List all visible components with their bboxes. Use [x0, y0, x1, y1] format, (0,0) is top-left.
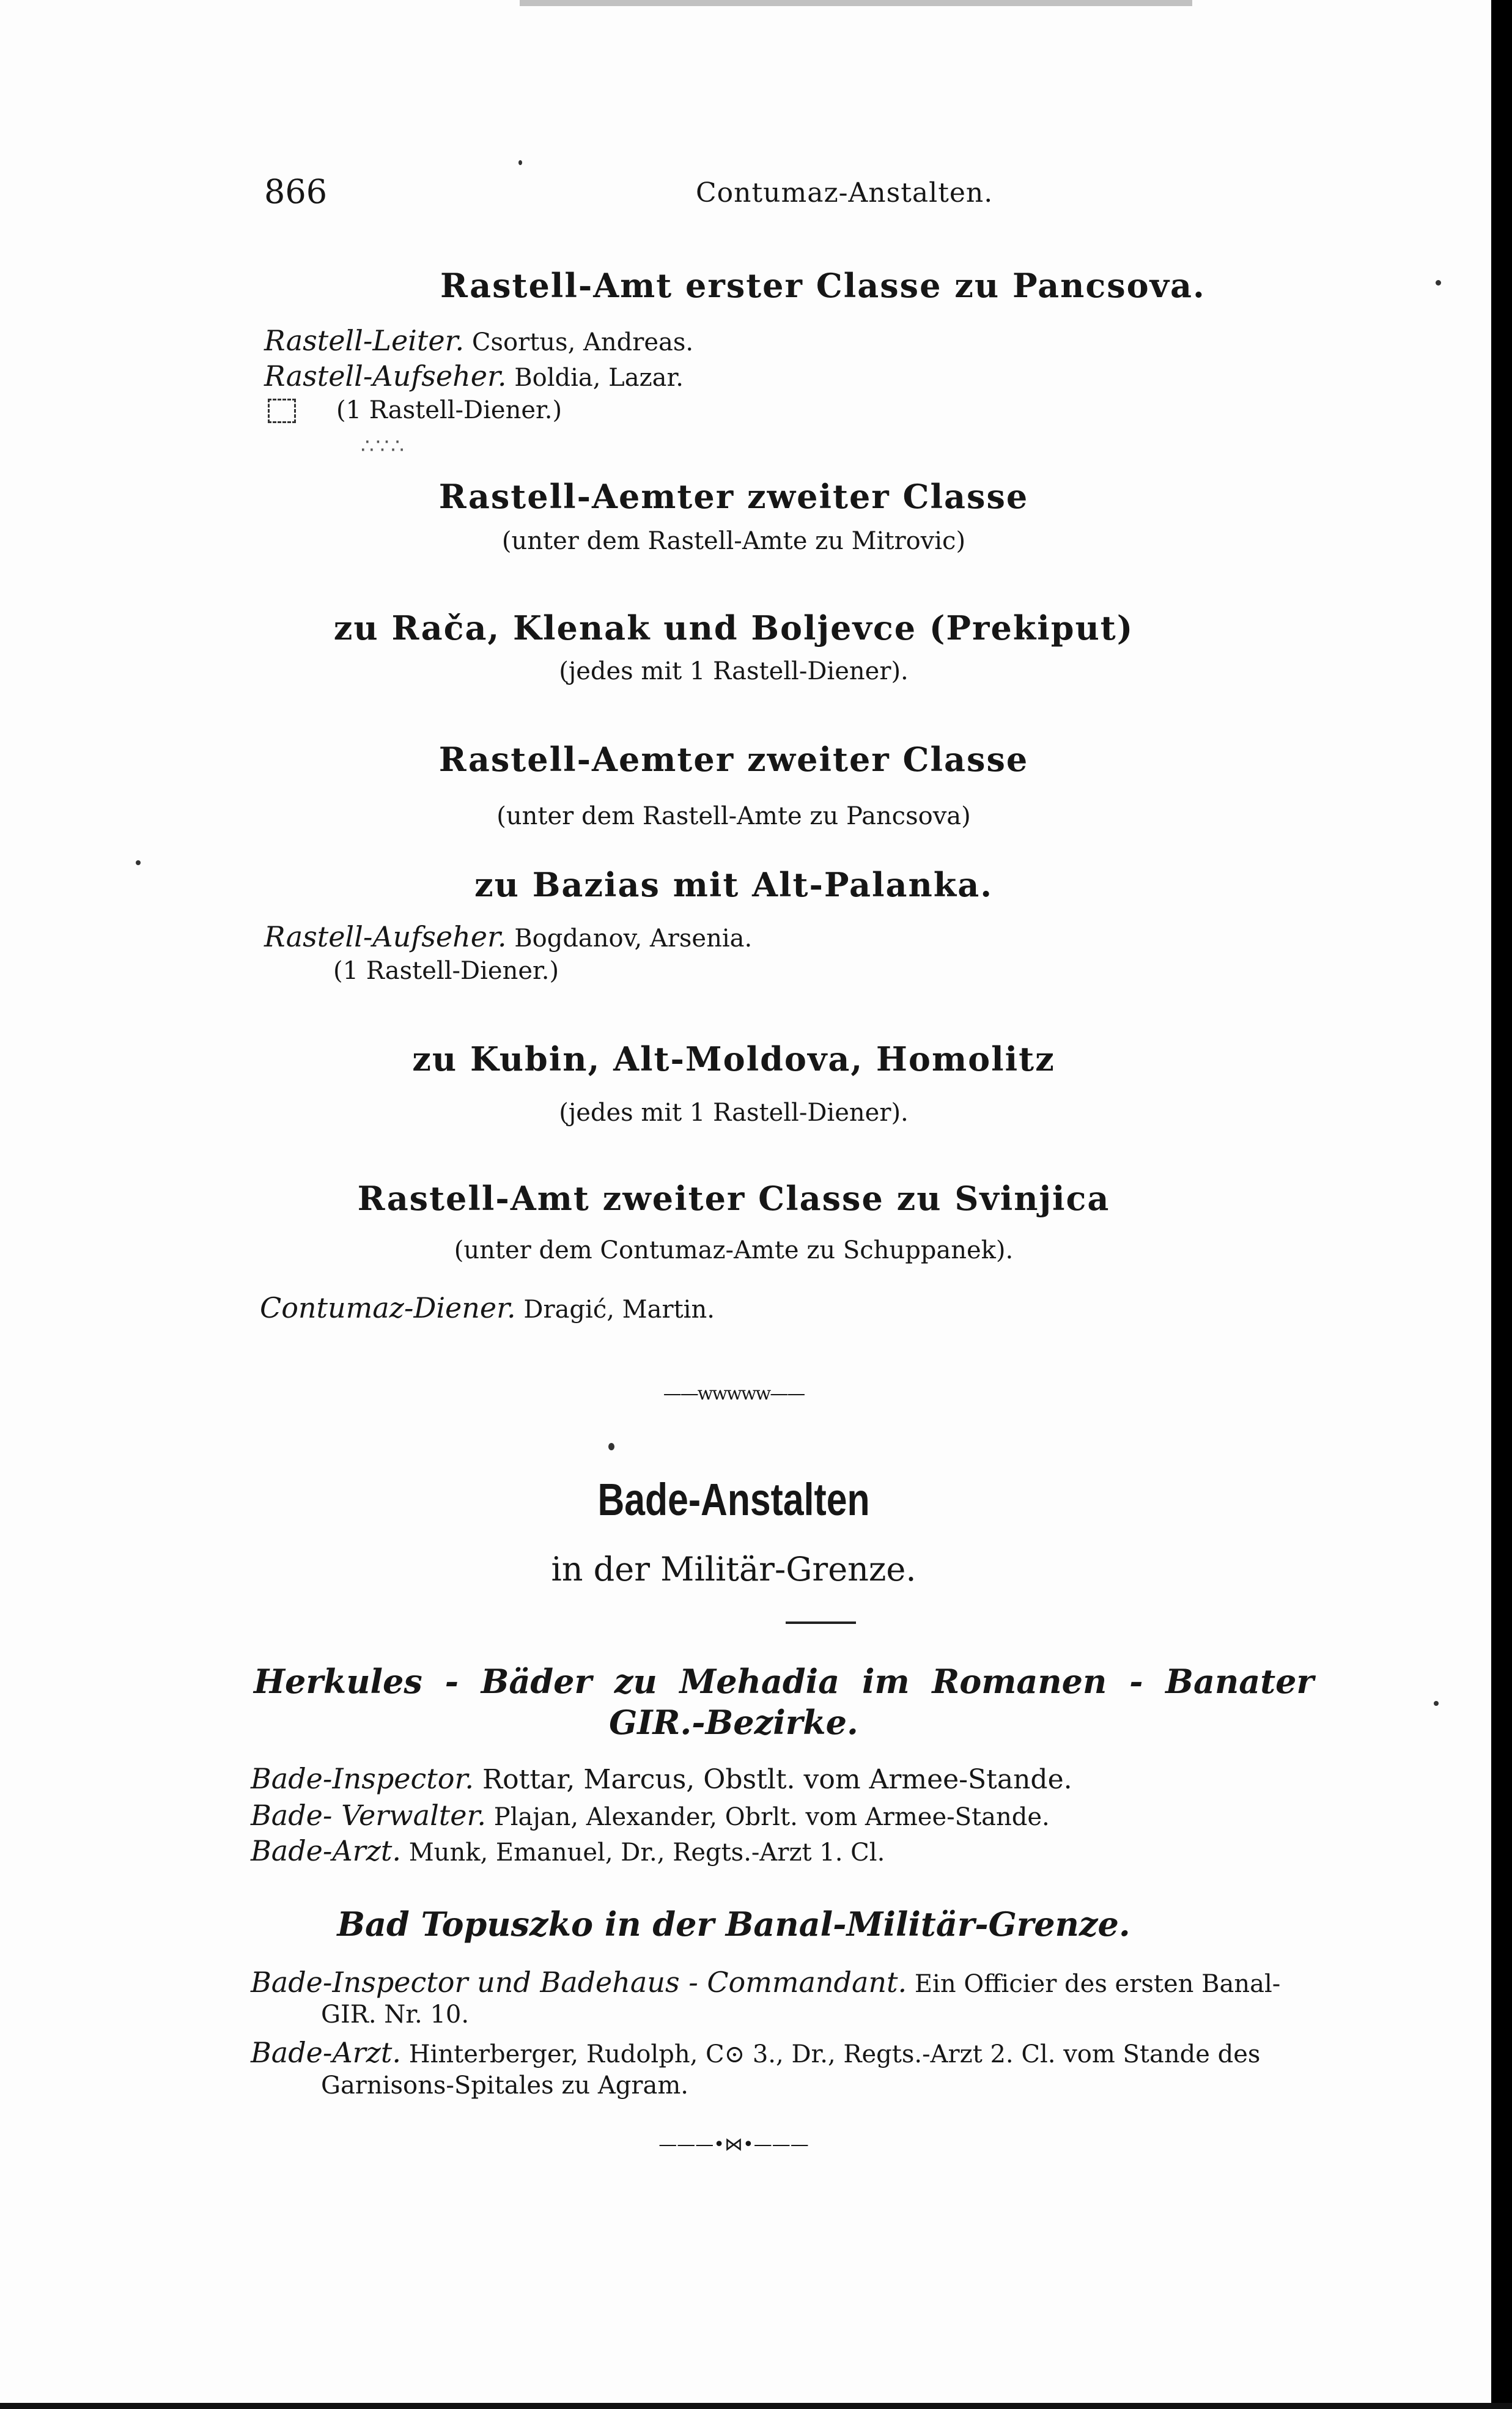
topuszko-para-1-cont: GIR. Nr. 10. [321, 2001, 470, 2029]
section-sub-raca: (jedes mit 1 Rastell-Diener). [559, 657, 909, 685]
section-heading-pancsova2: Rastell-Aemter zweiter Classe [438, 740, 1029, 779]
scan-right-edge [1491, 0, 1512, 2409]
entry-bade-verwalter [251, 1799, 1050, 1832]
entry-name: Bogdanov, Arsenia. [514, 924, 753, 953]
ink-smudge-icon: ∴∵∴ [361, 434, 406, 459]
topuszko-heading: Bad Topuszko in der Banal-Militär-Grenze. [337, 1905, 1130, 1944]
main-subtitle: in der Militär-Grenze. [551, 1550, 916, 1588]
entry-role: Bade-Arzt. [251, 1834, 401, 1867]
diener-note-bazias: (1 Rastell-Diener.) [333, 957, 559, 985]
section-sub-mitrovic: (unter dem Rastell-Amte zu Mitrovic) [501, 527, 966, 555]
entry-name: Dragić, Martin. [523, 1296, 715, 1324]
section-heading-svinjica: Rastell-Amt zweiter Classe zu Svinjica [357, 1179, 1110, 1218]
stray-dot-icon [136, 860, 141, 865]
ink-dot-icon [608, 1443, 614, 1450]
herkules-heading: Herkules - Bäder zu Mehadia im Romanen - Banater [254, 1662, 1314, 1701]
entry-bazias-aufseher [264, 920, 752, 953]
entry-text: Rottar, Marcus, Obstlt. vom Armee-Stande. [482, 1764, 1072, 1795]
short-rule [786, 1621, 856, 1624]
stray-dot-icon [1434, 1701, 1439, 1706]
section-sub-svinjica: (unter dem Contumaz-Amte zu Schuppanek). [454, 1236, 1014, 1264]
stray-dot-icon [518, 160, 522, 165]
topuszko-para-2-cont: Garnisons-Spitales zu Agram. [321, 2071, 688, 2100]
entry-role: Bade- Verwalter. [251, 1799, 487, 1832]
entry-bade-inspector [251, 1762, 1072, 1795]
wave-divider: ——ᴡᴡᴡᴡᴡ—— [663, 1383, 805, 1404]
diener-note: (1 Rastell-Diener.) [336, 396, 562, 424]
entry-role: Rastell-Leiter. [264, 324, 465, 357]
ink-blot-icon [268, 399, 296, 423]
topuszko-para-2 [251, 2036, 1260, 2069]
scan-bottom-edge [0, 2403, 1512, 2409]
entry-text: Plajan, Alexander, Obrlt. vom Armee-Stande. [493, 1803, 1050, 1831]
entry-role: Bade-Inspector. [251, 1762, 474, 1795]
page-number: 866 [264, 172, 328, 211]
entry-role: Bade-Arzt. [251, 2036, 401, 2069]
entry-bade-arzt [251, 1834, 885, 1867]
entry-role: Bade-Inspector und Badehaus - Commandant. [251, 1966, 907, 1999]
entry-text: Ein Officier des ersten Banal- [914, 1970, 1281, 1998]
scan-top-edge [520, 0, 1192, 6]
entry-text: Munk, Emanuel, Dr., Regts.-Arzt 1. Cl. [408, 1839, 885, 1867]
section-heading-kubin: zu Kubin, Alt-Moldova, Homolitz [412, 1039, 1055, 1079]
topuszko-para-1 [251, 1966, 1280, 1999]
section-heading-raca: zu Rača, Klenak und Boljevce (Prekiput) [333, 608, 1134, 647]
entry-text: Hinterberger, Rudolph, C⊙ 3., Dr., Regts.-Arzt 2. Cl. vom Stande des [408, 2040, 1261, 2068]
running-title: Contumaz-Anstalten. [696, 177, 994, 208]
herkules-heading-cont: GIR.-Bezirke. [609, 1703, 858, 1742]
entry-rastell-aufseher [264, 360, 684, 393]
section-heading-mitrovic: Rastell-Aemter zweiter Classe [438, 477, 1029, 516]
entry-role: Rastell-Aufseher. [264, 360, 507, 393]
entry-name: Csortus, Andreas. [471, 328, 694, 356]
section-heading-bazias: zu Bazias mit Alt-Palanka. [474, 865, 993, 904]
entry-name: Boldia, Lazar. [514, 364, 684, 392]
section-sub-pancsova2: (unter dem Rastell-Amte zu Pancsova) [496, 802, 971, 830]
entry-role: Contumaz-Diener. [260, 1291, 516, 1324]
entry-role: Rastell-Aufseher. [264, 920, 507, 953]
section-sub-kubin: (jedes mit 1 Rastell-Diener). [559, 1099, 909, 1127]
end-ornament: ———•⋈•——— [658, 2134, 809, 2155]
stray-dot-icon [1436, 280, 1441, 286]
entry-rastell-leiter [264, 324, 693, 357]
section-heading-pancsova: Rastell-Amt erster Classe zu Pancsova. [440, 266, 1206, 305]
main-title: Bade-Anstalten [597, 1474, 870, 1525]
entry-contumaz-diener [260, 1291, 715, 1324]
